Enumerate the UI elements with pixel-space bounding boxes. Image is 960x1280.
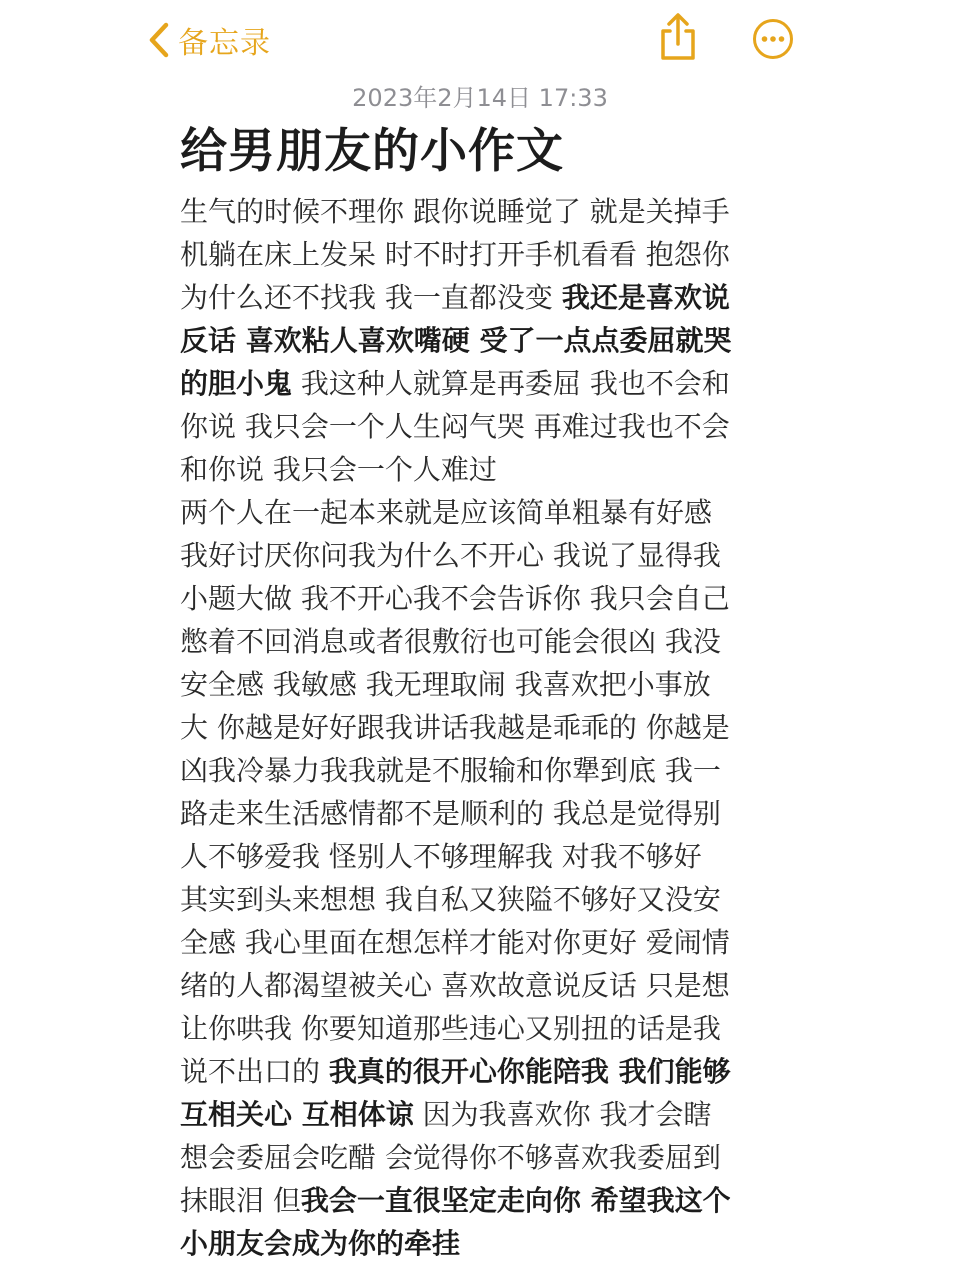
more-options-button[interactable] (752, 18, 794, 60)
note-line (180, 792, 780, 835)
note-line (180, 964, 780, 1007)
note-title[interactable]: 给男朋友的小作文 (180, 124, 564, 179)
note-text: 其实到头来想想 我自私又狭隘不够好又没安 (180, 883, 721, 916)
note-text: 安全感 我敏感 我无理取闹 我喜欢把小事放 (180, 668, 711, 701)
note-line (180, 448, 780, 491)
back-button-label: 备忘录 (178, 26, 271, 61)
note-text: 凶我冷暴力我我就是不服输和你犟到底 我一 (180, 754, 721, 787)
share-icon (656, 12, 700, 62)
note-line (180, 319, 780, 362)
note-text-bold: 小朋友会成为你的牵挂 (180, 1227, 461, 1260)
chevron-left-icon (148, 22, 170, 58)
note-text-bold: 我会一直很坚定走向你 希望我这个 (300, 1184, 731, 1217)
note-line (180, 921, 780, 964)
note-line (180, 835, 780, 878)
note-text: 你说 我只会一个人生闷气哭 再难过我也不会 (180, 410, 730, 443)
note-line (180, 362, 780, 405)
note-text-bold: 互相关心 互相体谅 (180, 1098, 414, 1131)
note-line (180, 706, 780, 749)
note-line (180, 190, 780, 233)
note-text: 大 你越是好好跟我讲话我越是乖乖的 你越是 (180, 711, 730, 744)
note-text-bold: 的胆小鬼 (180, 367, 293, 400)
note-text: 让你哄我 你要知道那些违心又别扭的话是我 (180, 1012, 721, 1045)
note-text: 生气的时候不理你 跟你说睡觉了 就是关掉手 (180, 195, 730, 228)
note-line (180, 1136, 780, 1179)
note-text: 抹眼泪 但 (180, 1184, 301, 1217)
note-text: 机躺在床上发呆 时不时打开手机看看 抱怨你 (180, 238, 730, 271)
note-text: 和你说 我只会一个人难过 (180, 453, 497, 486)
note-line (180, 749, 780, 792)
note-text: 人不够爱我 怪别人不够理解我 对我不够好 (180, 840, 702, 873)
note-text-bold: 反话 喜欢粘人喜欢嘴硬 受了一点点委屈就哭 (180, 324, 732, 357)
note-text: 小题大做 我不开心我不会告诉你 我只会自己 (180, 582, 730, 615)
navigation-bar (0, 0, 960, 80)
more-icon (752, 18, 794, 60)
note-text: 两个人在一起本来就是应该简单粗暴有好感 (180, 496, 713, 529)
note-line (180, 405, 780, 448)
note-line (180, 663, 780, 706)
note-body[interactable] (180, 190, 780, 1265)
note-line (180, 577, 780, 620)
note-line (180, 1179, 780, 1222)
share-button[interactable] (656, 12, 700, 62)
note-text-bold: 我真的很开心你能陪我 我们能够 (328, 1055, 731, 1088)
note-text: 路走来生活感情都不是顺利的 我总是觉得别 (180, 797, 721, 830)
note-line (180, 878, 780, 921)
note-line (180, 1222, 780, 1265)
note-text: 全感 我心里面在想怎样才能对你更好 爱闹情 (180, 926, 730, 959)
note-text: 憋着不回消息或者很敷衍也可能会很凶 我没 (180, 625, 721, 658)
note-text: 我好讨厌你问我为什么不开心 我说了显得我 (180, 539, 721, 572)
note-text: 想会委屈会吃醋 会觉得你不够喜欢我委屈到 (180, 1141, 721, 1174)
note-text: 为什么还不找我 我一直都没变 (180, 281, 562, 314)
note-line (180, 1007, 780, 1050)
note-text-bold: 我还是喜欢说 (561, 281, 730, 314)
note-line (180, 233, 780, 276)
note-text: 因为我喜欢你 我才会瞎 (413, 1098, 712, 1131)
note-text: 我这种人就算是再委屈 我也不会和 (292, 367, 730, 400)
note-line (180, 276, 780, 319)
note-line (180, 1050, 780, 1093)
note-line (180, 1093, 780, 1136)
back-button[interactable] (148, 18, 271, 62)
note-timestamp: 2023年2月14日 17:33 (352, 84, 608, 112)
note-text: 绪的人都渴望被关心 喜欢故意说反话 只是想 (180, 969, 730, 1002)
note-line (180, 534, 780, 577)
note-text: 说不出口的 (180, 1055, 329, 1088)
note-line (180, 491, 780, 534)
note-line (180, 620, 780, 663)
